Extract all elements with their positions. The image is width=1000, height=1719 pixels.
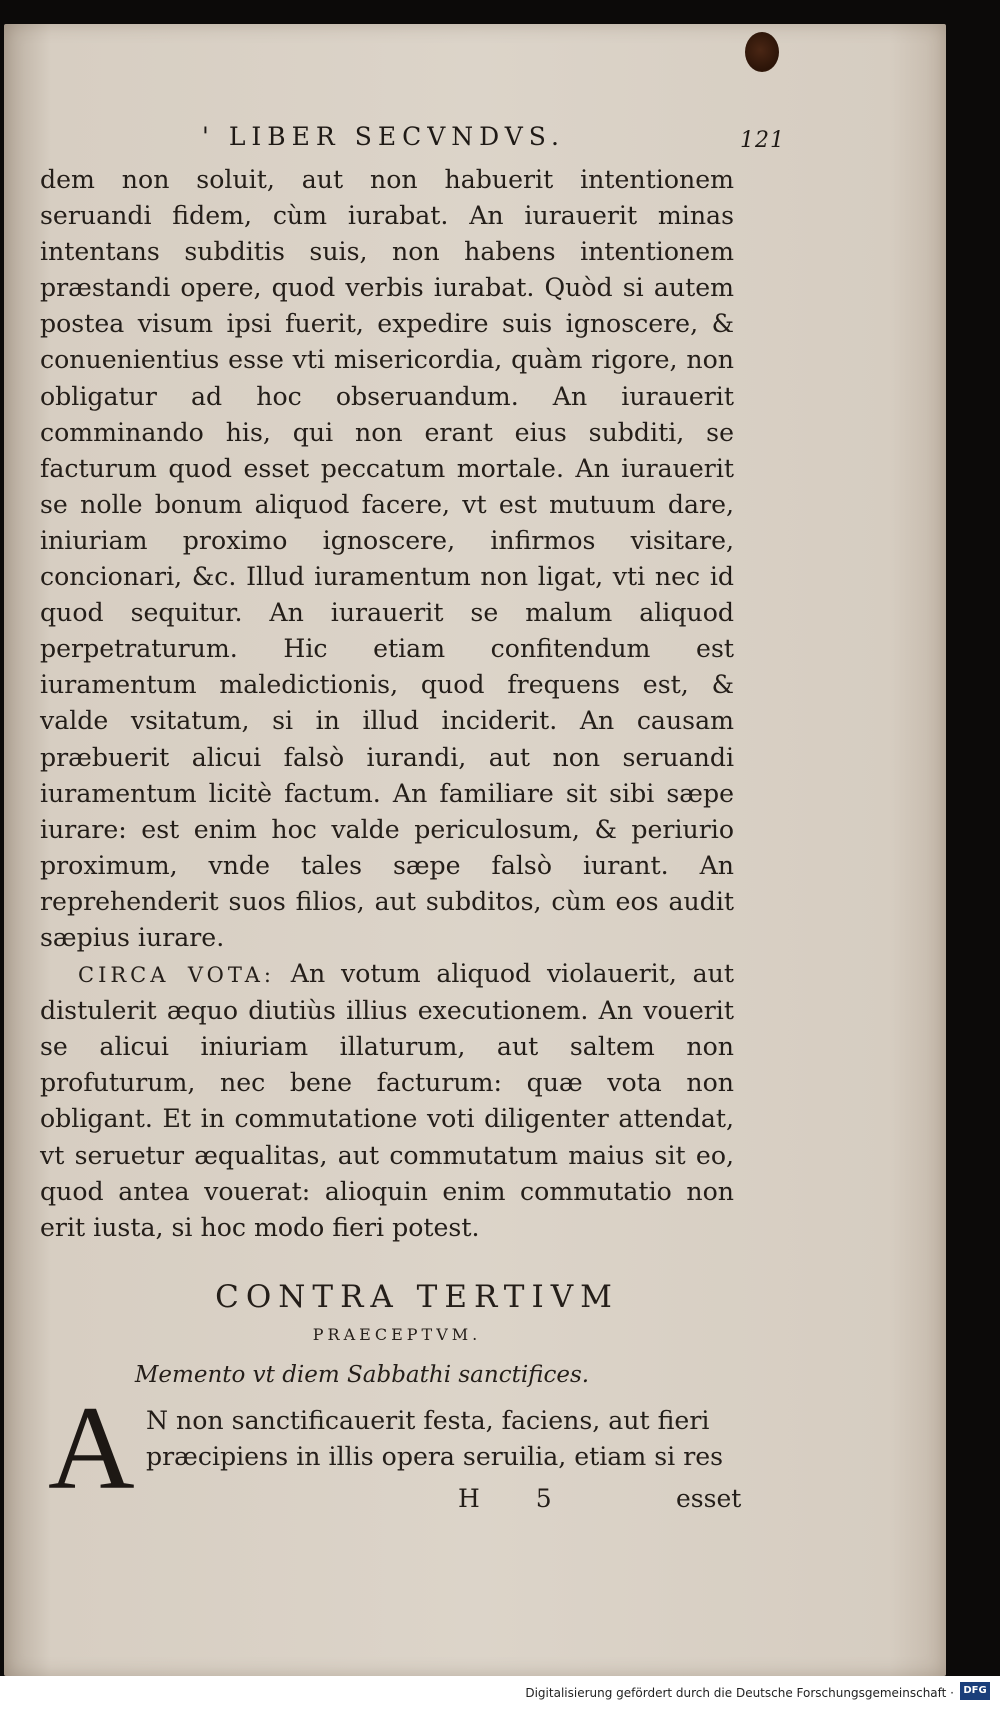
footer-bar — [0, 1676, 1000, 1719]
paragraph-circa-vota — [40, 956, 734, 1246]
funding-credit: Digitalisierung gefördert durch die Deutsche Forschungsgemeinschaft · — [525, 1686, 954, 1700]
ink-stain — [745, 32, 779, 72]
section-label: CIRCA VOTA: — [78, 963, 275, 988]
folio-number: 121 — [740, 128, 785, 153]
main-text — [40, 162, 734, 1246]
closing-text: N non sanctificauerit festa, faciens, aut fieri præcipiens in illis opera seruilia, etiam si res — [146, 1406, 724, 1471]
running-head: ' LIBER SECVNDVS. — [202, 122, 565, 151]
dfg-logo: DFG — [960, 1682, 990, 1700]
section-subtitle: PRAECEPTVM. — [312, 1325, 482, 1344]
commandment-quote: Memento vt diem Sabbathi sanctifices. — [134, 1362, 590, 1388]
drop-cap: A — [48, 1381, 135, 1514]
signature-mark: H 5 — [458, 1484, 576, 1513]
paragraph-text: An votum aliquod violauerit, aut distulerit æquo diutiùs illius executionem. An vouerit se alicui iniuriam illaturum, aut saltem non profuturum, nec bene facturum: quæ vota non obligant. Et in commutatione voti diligenter attendat, vt seruetur æqualitas, aut commutatum maius sit eo, quod antea vouerat: alioquin enim commutatio non erit iusta, si hoc modo fieri potest. — [40, 959, 734, 1242]
section-title: CONTRA TERTIVM — [215, 1279, 619, 1315]
book-page — [4, 24, 946, 1676]
page-header — [4, 94, 946, 153]
section-heading — [40, 1279, 734, 1388]
closing-paragraph — [146, 1403, 734, 1475]
paragraph: dem non soluit, aut non habuerit intentionem seruandi fidem, cùm iurabat. An iurauerit minas intentans subditis suis, non habens intentionem præstandi opere, quod verbis iurabat. Quòd si autem postea visum ipsi fuerit, expedire suis ignoscere, & conuenientius esse vti misericordia, quàm rigore, non obligatur ad hoc obseruandum. An iurauerit comminando his, qui non erant eius subditi, se facturum quod esset peccatum mortale. An iurauerit se nolle bonum aliquod facere, vt est mutuum dare, iniuriam proximo ignoscere, infirmos visitare, concionari, &c. Illud iuramentum non ligat, vti nec id quod sequitur. An iurauerit se malum aliquod perpetraturum. Hic etiam confitendum est iuramentum maledictionis, quod frequens est, & valde vsitatum, si in illud inciderit. An causam præbuerit alicui falsò iurandi, aut non seruandi iuramentum licitè factum. An familiare sit sibi sæpe iurare: est enim hoc valde periculosum, & periurio proximum, vnde tales sæpe falsò iurant. An reprehenderit suos filios, aut subditos, cùm eos audit sæpius iurare. — [40, 165, 734, 952]
catchword: esset — [676, 1484, 742, 1513]
